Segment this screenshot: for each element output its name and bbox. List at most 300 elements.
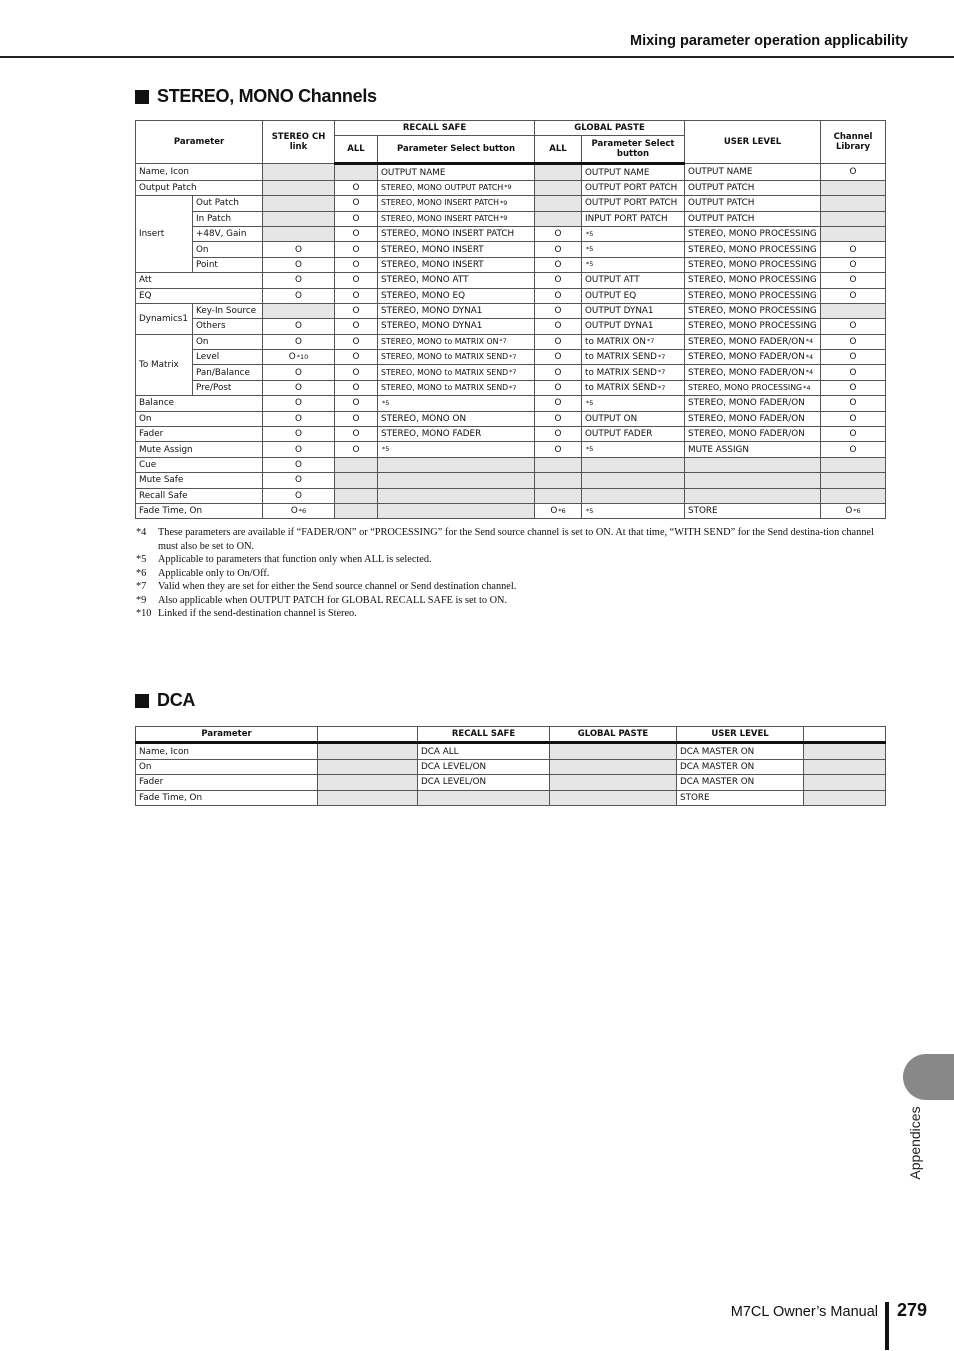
table-row [136,288,886,303]
param-cell-text: Output Patch [139,182,197,193]
link-cell [263,380,335,395]
user-level-cell [685,164,821,180]
library-cell-text: O [849,444,857,455]
footnote-ref: *5 [586,245,594,254]
library-cell [821,396,886,411]
dca-blank-cell [318,775,418,790]
footnote-ref: *9 [500,198,508,207]
header-user-level: USER LEVEL [685,121,821,164]
library-cell [821,180,886,195]
link-cell [263,242,335,257]
library-cell-text: O [849,429,857,440]
gp-button-cell [582,180,685,195]
table-row [136,380,886,395]
user-level-cell [685,427,821,442]
link-cell [263,442,335,457]
rs-all-cell [335,503,378,518]
footnote-ref: *9 [500,214,508,223]
param-cell-text: On [139,413,152,424]
gp-all-cell [535,226,582,241]
param-group-cell-text: To Matrix [139,359,179,370]
footer-divider [885,1302,889,1350]
section-title-text: STEREO, MONO Channels [157,86,377,106]
rs-all-cell [335,288,378,303]
user-level-cell-text: STEREO, MONO FADER/ON [688,398,805,409]
gp-all-cell-text: O [554,321,562,332]
footnote-ref: *7 [509,368,517,377]
footnote-ref: *4 [805,337,814,346]
rs-button-cell [378,396,535,411]
rs-button-cell [378,273,535,288]
user-level-cell-text: STEREO, MONO PROCESSING [688,229,817,240]
rs-all-cell [335,319,378,334]
square-bullet-icon [135,90,149,104]
param-sub-cell-text: Out Patch [196,198,239,209]
library-cell-text: O [849,244,857,255]
gp-button-cell-text: to MATRIX SEND [585,367,657,378]
footnote-ref: *5 [586,260,594,269]
link-cell-text: O [295,321,302,332]
param-cell [136,396,263,411]
dca-global-paste-cell [550,759,677,774]
user-level-cell [685,303,821,318]
library-cell [821,319,886,334]
dca-user-level-cell [677,775,804,790]
gp-all-cell [535,396,582,411]
gp-button-cell [582,211,685,226]
rs-all-cell [335,164,378,180]
link-cell [263,303,335,318]
gp-button-cell-text: OUTPUT EQ [585,290,637,301]
gp-all-cell [535,180,582,195]
table-row [136,365,886,380]
rs-all-cell-text: O [352,290,360,301]
param-sub-cell [193,257,263,272]
rs-all-cell [335,180,378,195]
param-cell [136,442,263,457]
library-cell-text: O [849,321,857,332]
library-cell [821,164,886,180]
footnote-key: *4 [136,527,147,538]
gp-all-cell-text: O [554,229,562,240]
user-level-cell-text: STEREO, MONO FADER/ON [688,336,805,347]
footnote-item [136,580,886,594]
param-group-cell [136,196,193,273]
footnote-text: Also applicable when OUTPUT PATCH for GLOBAL RECALL SAFE is set to ON. [158,594,508,606]
rs-button-cell-text: STEREO, MONO INSERT [381,259,484,270]
rs-all-cell [335,350,378,365]
param-cell [136,457,263,472]
rs-button-cell [378,319,535,334]
param-group-cell-text: Dynamics1 [139,313,188,324]
gp-button-cell-text: to MATRIX SEND [585,352,657,363]
user-level-cell-text: MUTE ASSIGN [688,444,749,455]
library-cell-text: O [849,383,857,394]
param-sub-cell-text: On [196,336,209,347]
rs-button-cell-text: STEREO, MONO ATT [381,275,469,286]
dca-user-level-cell-text: DCA MASTER ON [680,761,755,772]
link-cell [263,411,335,426]
link-cell-text: O [295,275,302,286]
param-sub-cell-text: Others [196,321,226,332]
user-level-cell-text: OUTPUT PATCH [688,198,755,209]
library-cell [821,427,886,442]
library-cell [821,303,886,318]
rs-all-cell [335,242,378,257]
dca-recall-safe-cell-text: DCA ALL [421,746,459,757]
rs-all-cell [335,273,378,288]
rs-button-cell-text: STEREO, MONO DYNA1 [381,321,483,332]
table-row [136,427,886,442]
library-cell-text: O [849,259,857,270]
library-cell-text: O [849,413,857,424]
rs-button-cell [378,257,535,272]
dca-user-level-cell [677,743,804,759]
gp-button-cell [582,396,685,411]
gp-all-cell [535,442,582,457]
gp-all-cell-text: O [554,383,562,394]
footnote-ref: *6 [558,506,566,515]
gp-all-cell [535,365,582,380]
dca-param-cell [136,743,318,759]
dca-header-parameter: Parameter [136,727,318,743]
rs-all-cell-text: O [352,336,360,347]
rs-button-cell [378,473,535,488]
link-cell-text: O [288,352,296,363]
dca-user-level-cell-text: DCA MASTER ON [680,777,755,788]
gp-all-cell-text: O [554,244,562,255]
gp-button-cell [582,164,685,180]
library-cell-text: O [849,167,857,178]
gp-button-cell-text: OUTPUT ON [585,413,638,424]
rs-button-cell-text: STEREO, MONO FADER [381,429,482,440]
dca-blank-cell [804,743,886,759]
footnote-text: These parameters are available if “FADER/ON” or “PROCESSING” for the Send source channel is set to ON. At that time, “WITH SEND” for the Send destina-tion channel must also be set to ON. [158,527,874,552]
footnote-ref: *9 [504,183,512,192]
rs-all-cell-text: O [352,259,360,270]
header-rs-param-select: Parameter Select button [378,136,535,164]
user-level-cell-text: STEREO, MONO FADER/ON [688,352,805,363]
library-cell [821,488,886,503]
gp-all-cell [535,211,582,226]
rs-all-cell [335,473,378,488]
link-cell [263,334,335,349]
param-sub-cell [193,303,263,318]
footnote-ref: *5 [382,445,390,454]
rs-button-cell [378,164,535,180]
link-cell-text: O [295,336,302,347]
user-level-cell [685,273,821,288]
footnote-ref: *5 [586,229,594,238]
table-row [136,411,886,426]
table-row [136,319,886,334]
library-cell [821,334,886,349]
library-cell-text: O [849,290,857,301]
param-sub-cell [193,350,263,365]
section-heading-dca [135,690,195,711]
gp-all-cell [535,319,582,334]
param-cell-text: Name, Icon [139,167,189,178]
footnotes [136,526,886,621]
dca-user-level-cell [677,759,804,774]
footnote-ref: *7 [657,368,666,377]
user-level-cell [685,396,821,411]
dca-recall-safe-cell [418,743,550,759]
rs-button-cell [378,303,535,318]
footnote-ref: *7 [509,383,517,392]
dca-table [135,726,886,806]
dca-blank-cell [318,790,418,805]
footnote-text: Linked if the send-destination channel is Stereo. [158,608,357,619]
gp-button-cell [582,503,685,518]
dca-user-level-cell [677,790,804,805]
user-level-cell [685,242,821,257]
link-cell-text: O [295,444,302,455]
dca-recall-safe-cell [418,790,550,805]
gp-button-cell-text: to MATRIX ON [585,336,646,347]
running-header: Mixing parameter operation applicability [630,33,908,49]
link-cell-text: O [295,259,302,270]
link-cell [263,211,335,226]
param-cell [136,164,263,180]
dca-recall-safe-cell-text: DCA LEVEL/ON [421,761,487,772]
library-cell-text: O [849,275,857,286]
dca-global-paste-cell [550,743,677,759]
gp-button-cell [582,226,685,241]
gp-all-cell-text: O [554,306,562,317]
footnote-item [136,607,886,621]
rs-button-cell [378,442,535,457]
param-cell-text: Fade Time, On [139,506,203,517]
link-cell-text: O [295,413,302,424]
header-global-paste: GLOBAL PASTE [535,121,685,136]
user-level-cell-text: STEREO, MONO FADER/ON [688,429,805,440]
dca-header-global-paste: GLOBAL PASTE [550,727,677,743]
rs-button-cell-text: STEREO, MONO DYNA1 [381,306,483,317]
param-sub-cell-text: Point [196,259,218,270]
param-sub-cell [193,242,263,257]
table-row [136,303,886,318]
dca-user-level-cell-text: DCA MASTER ON [680,746,755,757]
dca-global-paste-cell [550,790,677,805]
user-level-cell [685,350,821,365]
gp-button-cell [582,473,685,488]
footnote-ref: *7 [509,352,517,361]
gp-all-cell [535,273,582,288]
param-cell [136,427,263,442]
user-level-cell [685,334,821,349]
footnote-ref: *6 [853,506,861,515]
user-level-cell [685,319,821,334]
rs-button-cell-text: STEREO, MONO to MATRIX SEND [381,383,509,393]
param-sub-cell-text: +48V, Gain [196,229,247,240]
rs-all-cell-text: O [352,275,360,286]
rs-all-cell-text: O [352,198,360,209]
gp-all-cell [535,334,582,349]
gp-button-cell [582,273,685,288]
library-cell-text: O [849,336,857,347]
gp-button-cell [582,457,685,472]
gp-button-cell [582,303,685,318]
rs-button-cell [378,334,535,349]
table-row [136,775,886,790]
rs-all-cell [335,334,378,349]
param-cell-text: EQ [139,290,152,301]
manual-title: M7CL Owner’s Manual [730,1304,878,1320]
rs-all-cell [335,442,378,457]
footnote-ref: *7 [499,337,507,346]
user-level-cell [685,226,821,241]
footnote-key: *7 [136,581,147,592]
user-level-cell [685,257,821,272]
rs-button-cell [378,226,535,241]
dca-global-paste-cell [550,775,677,790]
rs-all-cell-text: O [352,383,360,394]
user-level-cell-text: OUTPUT PATCH [688,182,755,193]
rs-button-cell [378,411,535,426]
rs-button-cell [378,380,535,395]
library-cell [821,350,886,365]
footnote-ref: *5 [586,445,594,454]
dca-recall-safe-cell [418,775,550,790]
table-row [136,743,886,759]
table-row [136,442,886,457]
table-row [136,242,886,257]
rs-all-cell [335,257,378,272]
section-heading-stereo-mono [135,86,377,107]
gp-all-cell-text: O [554,290,562,301]
user-level-cell [685,488,821,503]
user-level-cell-text: STEREO, MONO FADER/ON [688,413,805,424]
param-sub-cell [193,319,263,334]
param-cell-text: Fader [139,429,164,440]
rs-all-cell-text: O [352,429,360,440]
gp-button-cell-text: OUTPUT DYNA1 [585,306,654,317]
link-cell [263,457,335,472]
table-row [136,759,886,774]
user-level-cell [685,288,821,303]
library-cell [821,457,886,472]
param-group-cell [136,334,193,396]
gp-all-cell [535,242,582,257]
table-row [136,257,886,272]
rs-all-cell [335,396,378,411]
user-level-cell [685,380,821,395]
dca-blank-cell [804,759,886,774]
library-cell [821,273,886,288]
page-number: 279 [897,1300,928,1320]
footnote-ref: *10 [296,352,309,361]
header-gp-param-select: Parameter Select button [582,136,685,164]
footnote-ref: *5 [586,506,594,515]
param-cell-text: Mute Safe [139,475,184,486]
user-level-cell-text: OUTPUT NAME [688,167,753,178]
link-cell [263,288,335,303]
rs-all-cell-text: O [352,244,360,255]
gp-all-cell-text: O [554,275,562,286]
user-level-cell [685,442,821,457]
library-cell [821,257,886,272]
param-group-cell-text: Insert [139,229,165,240]
param-sub-cell-text: Key-In Source [196,306,257,317]
footnote-text: Valid when they are set for either the Send source channel or Send destination channel. [158,581,517,592]
user-level-cell [685,411,821,426]
link-cell-text: O [295,429,302,440]
dca-blank-cell [804,775,886,790]
header-rs-all: ALL [335,136,378,164]
param-sub-cell-text: Pan/Balance [196,367,250,378]
library-cell [821,380,886,395]
gp-all-cell [535,257,582,272]
link-cell-text: O [295,244,302,255]
square-bullet-icon [135,694,149,708]
header-parameter: Parameter [136,121,263,164]
gp-button-cell-text: OUTPUT PORT PATCH [585,182,678,193]
rs-button-cell-text: STEREO, MONO INSERT [381,244,484,255]
gp-button-cell [582,380,685,395]
gp-button-cell [582,319,685,334]
user-level-cell [685,473,821,488]
dca-param-cell-text: Fade Time, On [139,792,203,803]
table-row [136,211,886,226]
dca-param-cell [136,790,318,805]
footnote-ref: *4 [803,383,811,392]
rs-all-cell [335,303,378,318]
dca-param-cell-text: Fader [139,777,164,788]
gp-all-cell-text: O [554,259,562,270]
dca-blank-cell [318,759,418,774]
param-cell [136,411,263,426]
param-group-cell [136,303,193,334]
gp-all-cell-text: O [554,367,562,378]
dca-table-body [136,743,886,806]
rs-all-cell [335,457,378,472]
rs-button-cell [378,180,535,195]
footnote-key: *10 [136,608,152,619]
gp-button-cell-text: OUTPUT FADER [585,429,653,440]
param-sub-cell-text: On [196,244,209,255]
footnote-ref: *5 [382,398,390,407]
rs-all-cell [335,226,378,241]
rs-all-cell-text: O [352,367,360,378]
rs-all-cell [335,411,378,426]
footnote-ref: *7 [657,352,666,361]
rs-button-cell [378,503,535,518]
rs-button-cell-text: STEREO, MONO to MATRIX SEND [381,367,509,377]
link-cell-text: O [295,475,302,486]
user-level-cell-text: STEREO, MONO PROCESSING [688,383,803,393]
link-cell [263,350,335,365]
library-cell [821,226,886,241]
dca-header-blank [804,727,886,743]
rs-button-cell-text: STEREO, MONO OUTPUT PATCH [381,182,504,192]
param-cell [136,273,263,288]
gp-button-cell-text: OUTPUT NAME [585,167,650,178]
dca-header-recall-safe: RECALL SAFE [418,727,550,743]
rs-button-cell [378,288,535,303]
footnote-text: Applicable to parameters that function only when ALL is selected. [158,554,432,565]
dca-blank-cell [318,743,418,759]
user-level-cell-text: STEREO, MONO FADER/ON [688,367,805,378]
param-sub-cell [193,365,263,380]
link-cell [263,473,335,488]
footnote-text: Applicable only to On/Off. [158,567,270,579]
gp-button-cell [582,488,685,503]
rs-button-cell-text: STEREO, MONO ON [381,413,467,424]
footnote-item [136,594,886,608]
gp-all-cell [535,473,582,488]
link-cell-text: O [295,398,302,409]
